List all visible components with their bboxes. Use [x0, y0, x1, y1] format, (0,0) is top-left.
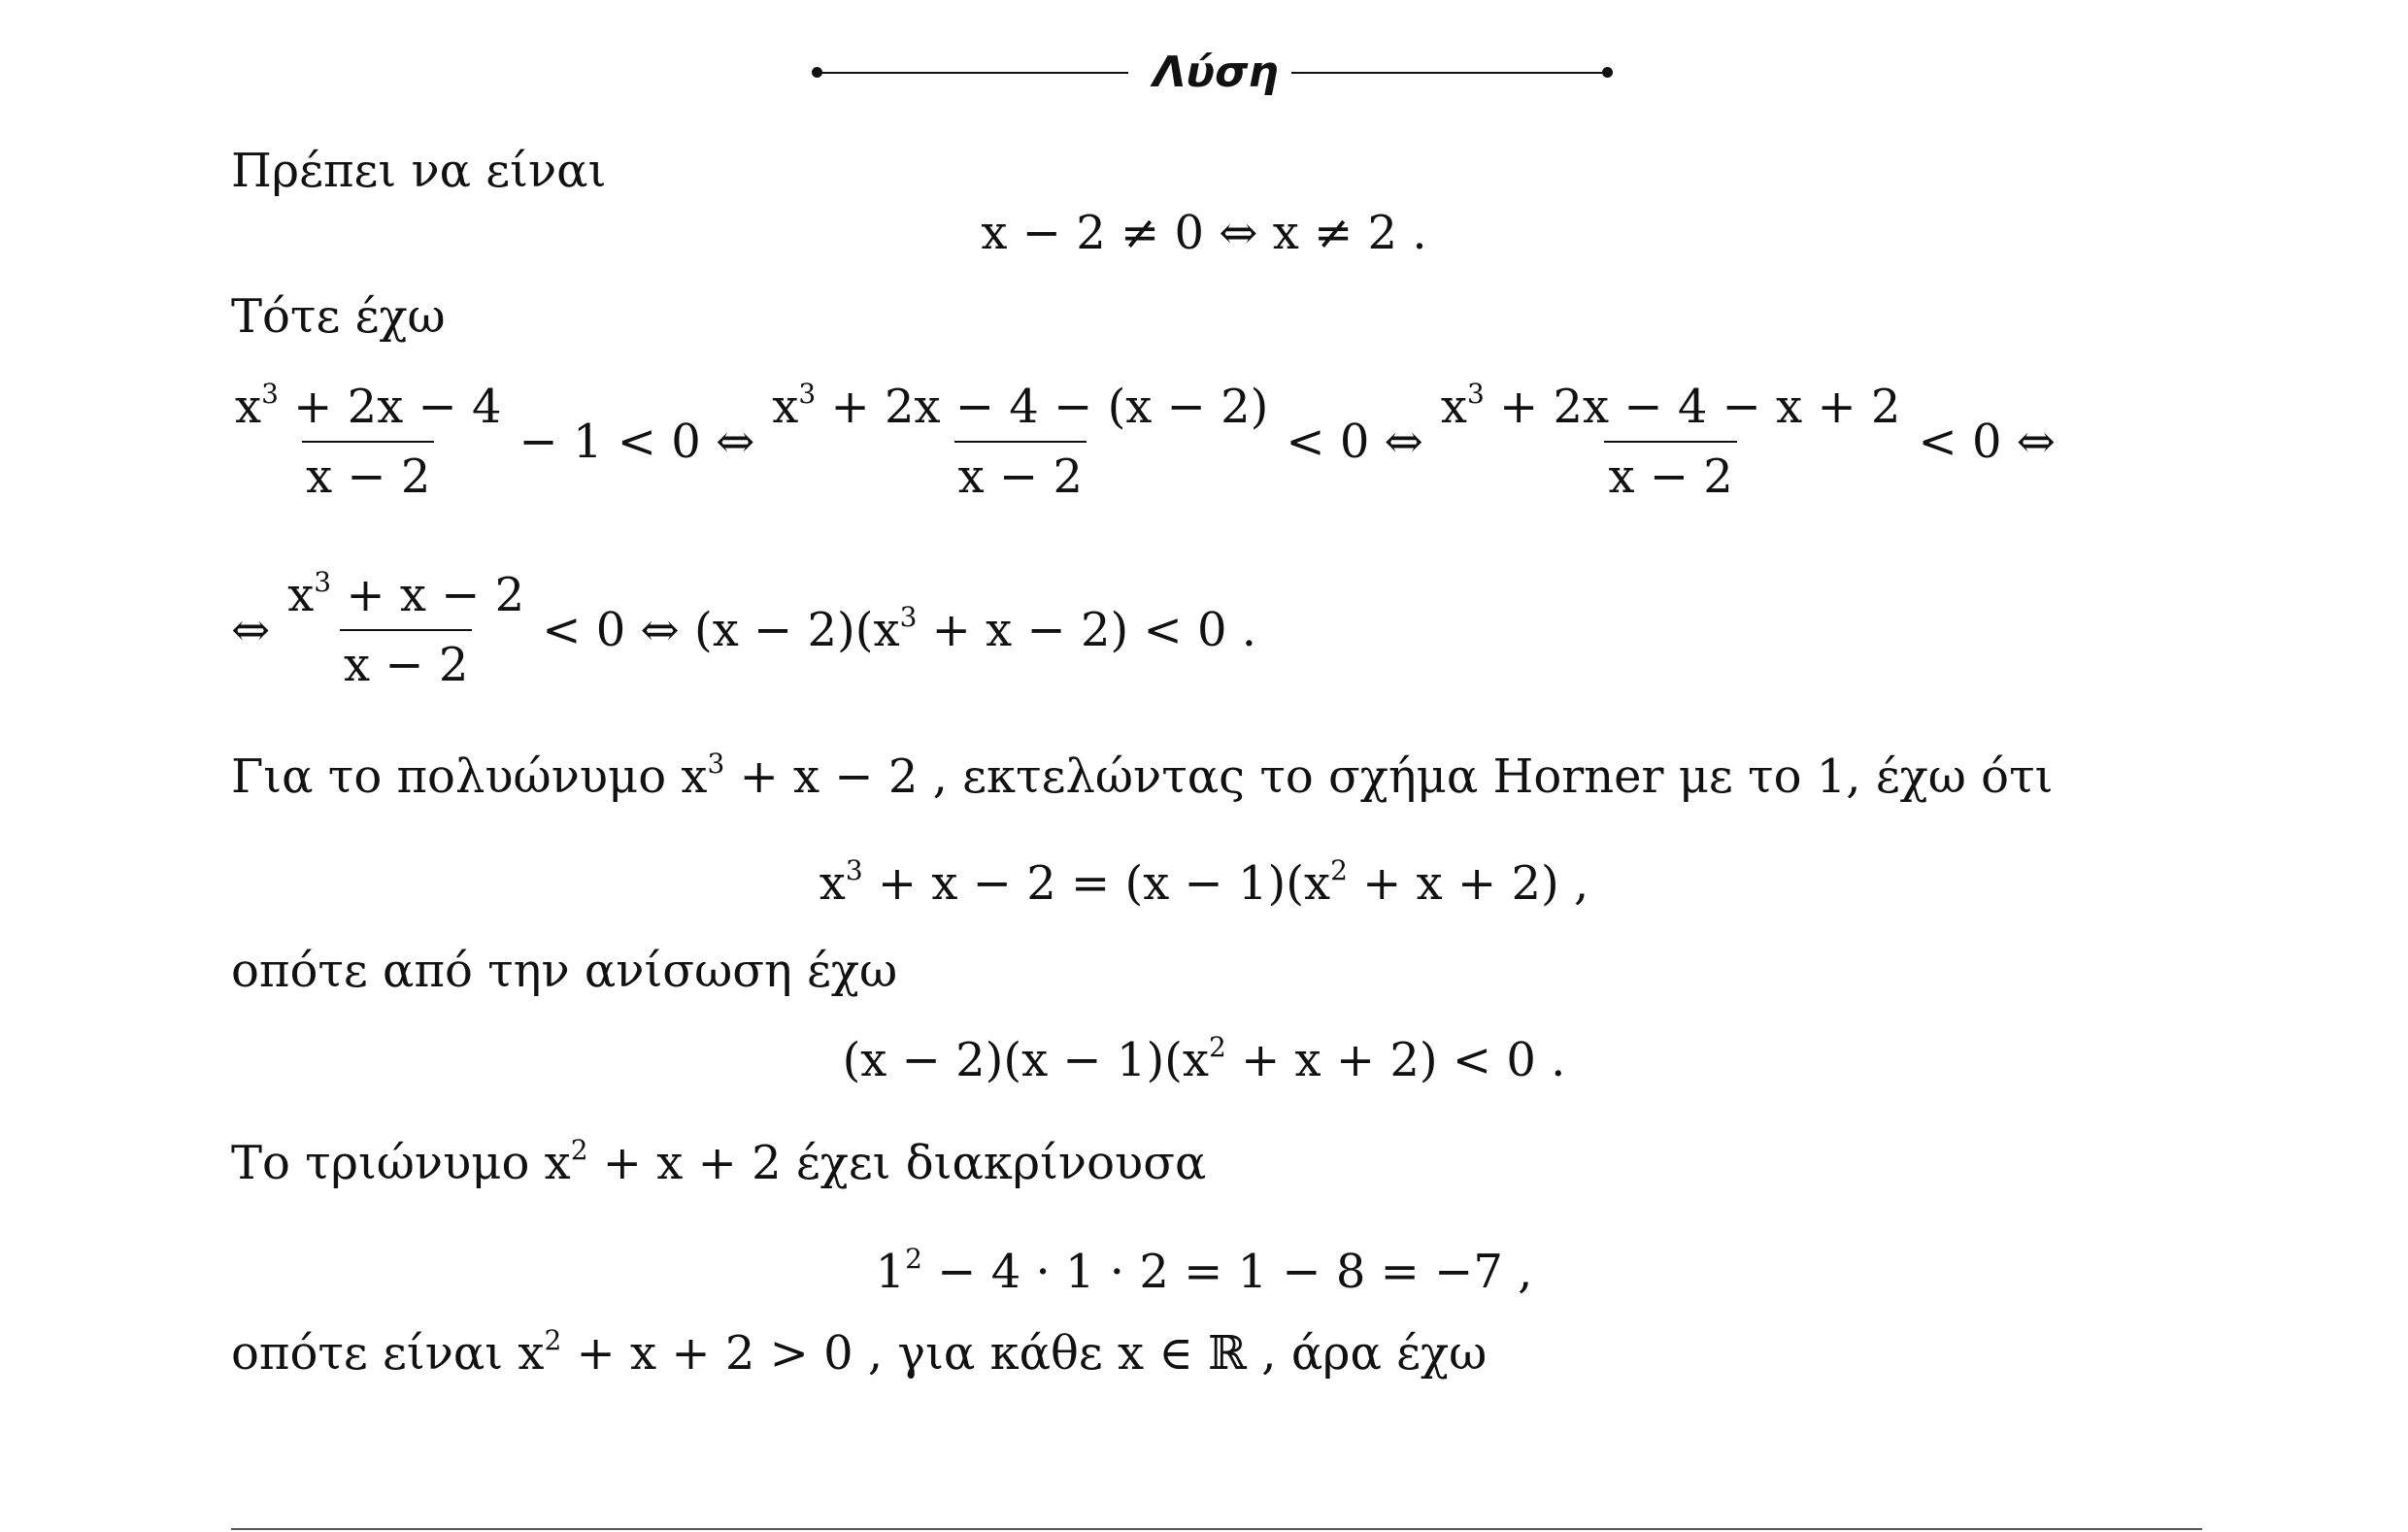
math-factored-inequality: $(x - 2)(x - 1)(x^2 + x + 2) < 0$ . [842, 1031, 1566, 1087]
text-conclusion: οπότε είναι $x^2 + x + 2 > 0$ , για κάθε x ∈ ℝ , άρα έχω [231, 1324, 1488, 1381]
fraction-2-denominator: x − 2 [954, 441, 1087, 505]
math-discriminant: $1^2 - 4 \cdot 1 \cdot 2 = 1 - 8 = -7$ , [875, 1243, 1533, 1299]
fraction-1-numerator: $x^3 + 2x - 4$ [235, 378, 502, 434]
math-simplified-row [231, 567, 1260, 693]
fraction-1-denominator: x − 2 [302, 441, 434, 505]
product-inequality: < 0 ⇔ $(x - 2)(x^3 + x - 2) < 0$ . [542, 601, 1256, 657]
domain-condition-expression: x − 2 ≠ 0 ⇔ x ≠ 2 . [981, 206, 1427, 260]
math-domain-condition [0, 204, 2408, 262]
fraction-3 [1437, 379, 1905, 505]
solution-header [812, 39, 1620, 107]
operator-minus-one: − 1 < 0 ⇔ [518, 415, 755, 469]
fraction-2 [768, 379, 1272, 505]
header-right-dot [1602, 67, 1613, 78]
header-left-rule [818, 72, 1128, 74]
header-right-rule [1291, 72, 1602, 74]
text-so-from-inequality: οπότε από την ανίσωση έχω [231, 944, 898, 998]
fraction-1 [231, 379, 506, 505]
fraction-3-numerator: $x^3 + 2x - 4 - x + 2$ [1440, 378, 1901, 434]
math-factorization: $x^3 + x - 2 = (x - 1)(x^2 + x + 2)$ , [819, 854, 1589, 911]
fraction-3-denominator: x − 2 [1604, 441, 1736, 505]
math-fraction-chain [231, 379, 2059, 505]
fraction-2-numerator: $x^3 + 2x - 4 - (x - 2)$ [772, 378, 1269, 434]
operator-less-than-2: < 0 ⇔ [1918, 415, 2056, 469]
fraction-simplified-denominator: x − 2 [340, 629, 472, 693]
text-trinomial: Το τριώνυμο $x^2 + x + 2$ έχει διακρίνουσα [231, 1134, 1207, 1190]
operator-equivalent: ⇔ [231, 603, 271, 657]
fraction-simplified [284, 567, 528, 693]
text-horner: Για το πολυώνυμο $x^3 + x - 2$ , εκτελώντας το σχήμα Horner με το 1, έχω ότι [231, 748, 2054, 804]
solution-title: Λύση [1153, 48, 1279, 97]
bottom-divider [231, 1528, 2202, 1530]
text-then-have: Τότε έχω [231, 289, 446, 344]
operator-less-than-1: < 0 ⇔ [1286, 415, 1423, 469]
fraction-simplified-numerator: $x^3 + x - 2$ [287, 566, 525, 622]
text-prerequisite: Πρέπει να είναι [231, 144, 607, 198]
